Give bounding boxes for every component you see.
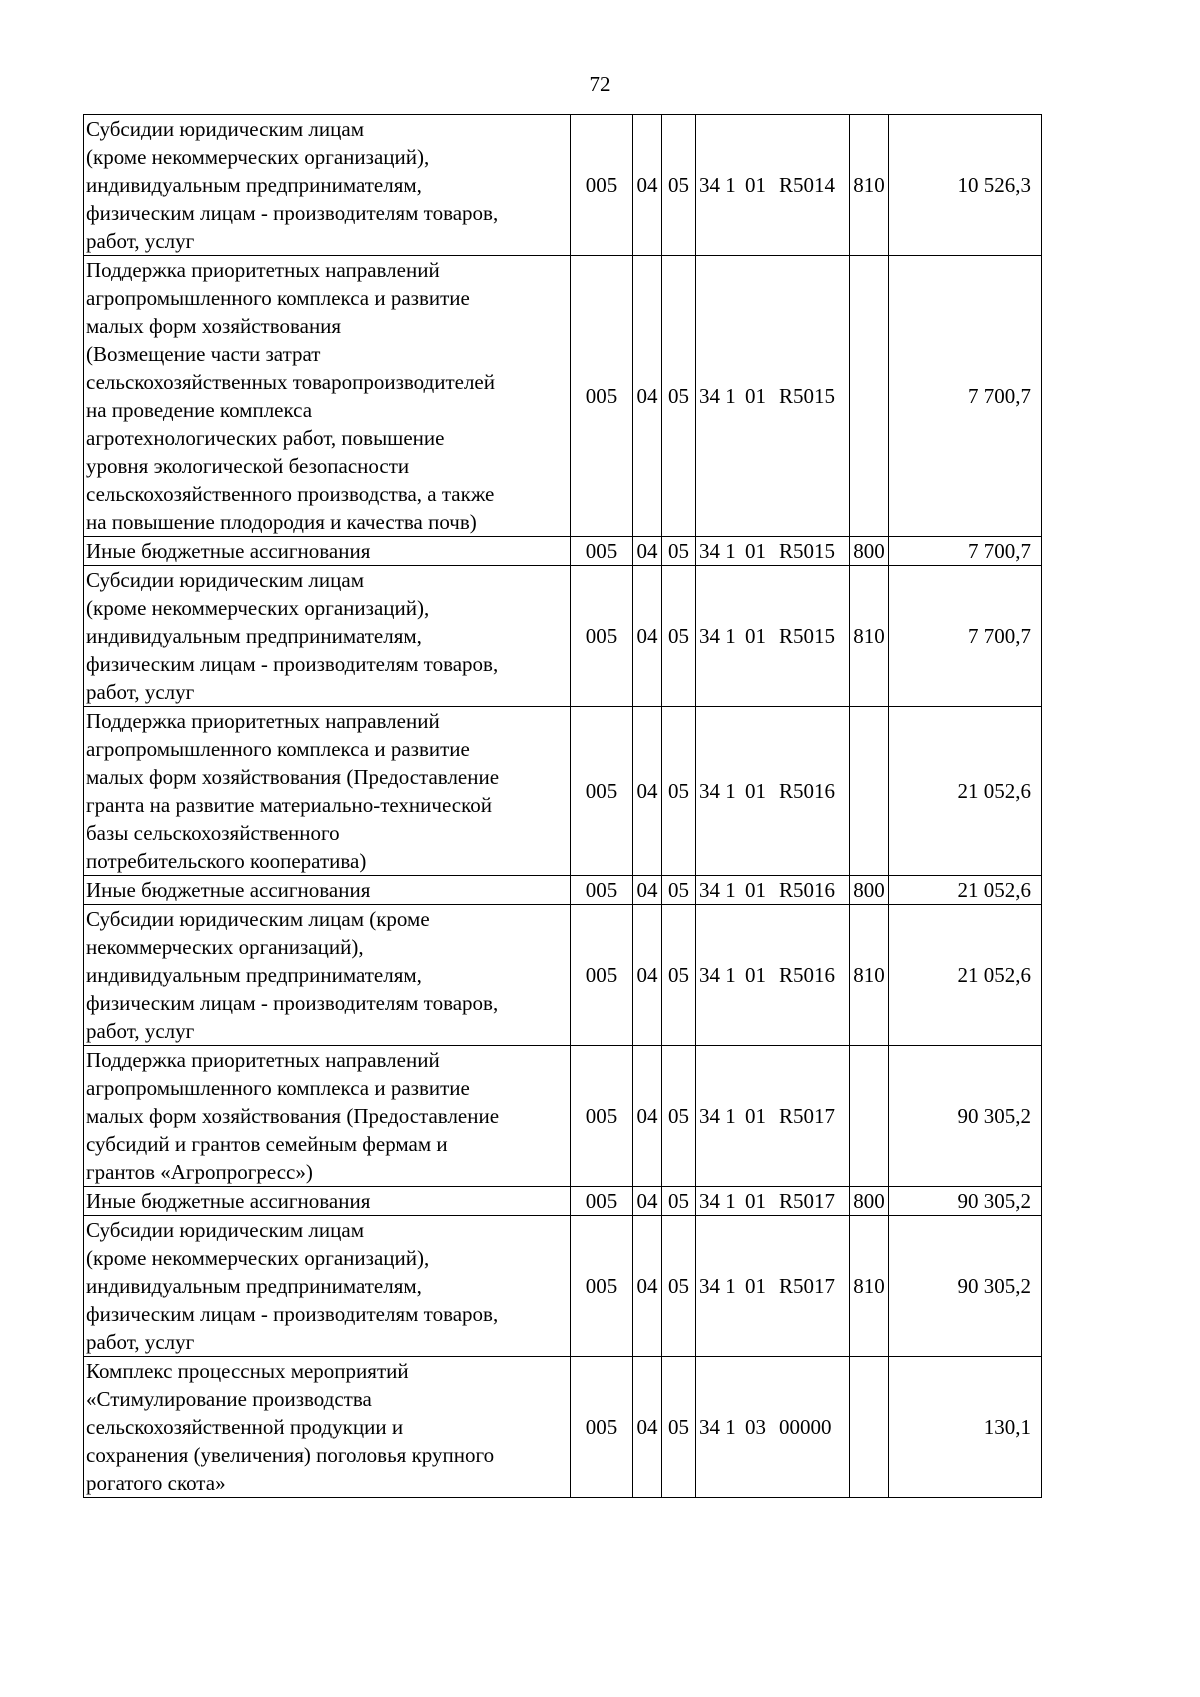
item-name: Поддержка приоритетных направлений агропромышленного комплекса и развитие малых форм хозяйствования (Возмещение части затрат сельскохозяйственных товаропроизводителей на проведение комплекса агротехнологических работ, повышение уровня экологической безопасности сельскохозяйственного производства, а также на повышение плодородия и качества почв) xyxy=(86,258,495,534)
subprogram-code: 01 xyxy=(745,963,766,987)
expense-type-code: 800 xyxy=(850,876,889,905)
item-name-cell xyxy=(84,876,571,905)
ministry-code: 005 xyxy=(571,707,633,876)
expense-type-code: 810 xyxy=(850,905,889,1046)
amount: 90 305,2 xyxy=(889,1187,1042,1216)
subprogram-code: 03 xyxy=(745,1415,766,1439)
target-article-code xyxy=(696,115,850,256)
section-code: 04 xyxy=(633,707,662,876)
item-name-cell xyxy=(84,1357,571,1498)
item-name-cell xyxy=(84,1216,571,1357)
subsection-code: 05 xyxy=(662,707,696,876)
item-name: Поддержка приоритетных направлений агропромышленного комплекса и развитие малых форм хозяйствования (Предоставление субсидий и грантов семейным фермам и грантов «Агропрогресс») xyxy=(86,1048,500,1184)
table-row xyxy=(84,1187,1042,1216)
subprogram-code: 01 xyxy=(745,1189,766,1213)
program-code: 34 1 xyxy=(699,624,736,648)
subsection-code: 05 xyxy=(662,1187,696,1216)
program-code: 34 1 xyxy=(699,1189,736,1213)
subprogram-code: 01 xyxy=(745,878,766,902)
table-row xyxy=(84,905,1042,1046)
ministry-code: 005 xyxy=(571,905,633,1046)
subsection-code: 05 xyxy=(662,537,696,566)
ministry-code: 005 xyxy=(571,1187,633,1216)
section-code: 04 xyxy=(633,1357,662,1498)
item-name: Субсидии юридическим лицам (кроме некоммерческих организаций), индивидуальным предпринимателям, физическим лицам - производителям товаров, работ, услуг xyxy=(86,907,499,1043)
target-article-code xyxy=(696,537,850,566)
subsection-code: 05 xyxy=(662,876,696,905)
expense-type-code: 810 xyxy=(850,566,889,707)
section-code: 04 xyxy=(633,1187,662,1216)
program-code: 34 1 xyxy=(699,878,736,902)
direction-code: R5015 xyxy=(779,384,836,408)
subprogram-code: 01 xyxy=(745,173,766,197)
program-code: 34 1 xyxy=(699,173,736,197)
direction-code: R5014 xyxy=(779,173,836,197)
direction-code: 00000 xyxy=(779,1415,832,1439)
amount: 21 052,6 xyxy=(889,905,1042,1046)
item-name: Иные бюджетные ассигнования xyxy=(86,1189,371,1213)
target-article-code xyxy=(696,905,850,1046)
amount: 7 700,7 xyxy=(889,256,1042,537)
table-row xyxy=(84,707,1042,876)
item-name-cell xyxy=(84,115,571,256)
target-article-code xyxy=(696,1187,850,1216)
section-code: 04 xyxy=(633,256,662,537)
subsection-code: 05 xyxy=(662,1046,696,1187)
item-name: Иные бюджетные ассигнования xyxy=(86,878,371,902)
amount: 90 305,2 xyxy=(889,1216,1042,1357)
budget-table xyxy=(83,114,1042,1498)
subsection-code: 05 xyxy=(662,115,696,256)
table-row xyxy=(84,876,1042,905)
table-row xyxy=(84,537,1042,566)
item-name-cell xyxy=(84,1187,571,1216)
program-code: 34 1 xyxy=(699,384,736,408)
direction-code: R5016 xyxy=(779,963,836,987)
item-name: Субсидии юридическим лицам (кроме некоммерческих организаций), индивидуальным предпринимателям, физическим лицам - производителям товаров, работ, услуг xyxy=(86,568,499,704)
item-name: Субсидии юридическим лицам (кроме некоммерческих организаций), индивидуальным предпринимателям, физическим лицам - производителям товаров, работ, услуг xyxy=(86,117,499,253)
expense-type-code xyxy=(850,1357,889,1498)
expense-type-code: 800 xyxy=(850,1187,889,1216)
page-number: 72 xyxy=(589,72,611,96)
expense-type-code xyxy=(850,256,889,537)
table-row xyxy=(84,1357,1042,1498)
direction-code: R5017 xyxy=(779,1104,836,1128)
table-row xyxy=(84,566,1042,707)
subprogram-code: 01 xyxy=(745,539,766,563)
expense-type-code xyxy=(850,1046,889,1187)
ministry-code: 005 xyxy=(571,876,633,905)
amount: 7 700,7 xyxy=(889,566,1042,707)
item-name-cell xyxy=(84,566,571,707)
section-code: 04 xyxy=(633,1046,662,1187)
program-code: 34 1 xyxy=(699,779,736,803)
item-name-cell xyxy=(84,256,571,537)
direction-code: R5016 xyxy=(779,878,836,902)
item-name: Комплекс процессных мероприятий «Стимулирование производства сельскохозяйственной продукции и сохранения (увеличения) поголовья крупного рогатого скота» xyxy=(86,1359,495,1495)
ministry-code: 005 xyxy=(571,1216,633,1357)
section-code: 04 xyxy=(633,1216,662,1357)
table-row xyxy=(84,1046,1042,1187)
table-row xyxy=(84,256,1042,537)
target-article-code xyxy=(696,256,850,537)
item-name-cell xyxy=(84,537,571,566)
program-code: 34 1 xyxy=(699,963,736,987)
subsection-code: 05 xyxy=(662,1357,696,1498)
item-name-cell xyxy=(84,905,571,1046)
target-article-code xyxy=(696,566,850,707)
section-code: 04 xyxy=(633,115,662,256)
expense-type-code xyxy=(850,707,889,876)
expense-type-code: 800 xyxy=(850,537,889,566)
table-row xyxy=(84,1216,1042,1357)
item-name: Иные бюджетные ассигнования xyxy=(86,539,371,563)
expense-type-code: 810 xyxy=(850,1216,889,1357)
subprogram-code: 01 xyxy=(745,384,766,408)
amount: 7 700,7 xyxy=(889,537,1042,566)
ministry-code: 005 xyxy=(571,1357,633,1498)
amount: 21 052,6 xyxy=(889,707,1042,876)
section-code: 04 xyxy=(633,566,662,707)
ministry-code: 005 xyxy=(571,537,633,566)
target-article-code xyxy=(696,876,850,905)
target-article-code xyxy=(696,1046,850,1187)
section-code: 04 xyxy=(633,876,662,905)
program-code: 34 1 xyxy=(699,1274,736,1298)
target-article-code xyxy=(696,1216,850,1357)
subsection-code: 05 xyxy=(662,1216,696,1357)
ministry-code: 005 xyxy=(571,256,633,537)
program-code: 34 1 xyxy=(699,1104,736,1128)
amount: 130,1 xyxy=(889,1357,1042,1498)
direction-code: R5017 xyxy=(779,1189,836,1213)
subprogram-code: 01 xyxy=(745,1104,766,1128)
subprogram-code: 01 xyxy=(745,779,766,803)
item-name-cell xyxy=(84,707,571,876)
item-name-cell xyxy=(84,1046,571,1187)
subsection-code: 05 xyxy=(662,905,696,1046)
direction-code: R5016 xyxy=(779,779,836,803)
target-article-code xyxy=(696,707,850,876)
subsection-code: 05 xyxy=(662,256,696,537)
item-name: Субсидии юридическим лицам (кроме некоммерческих организаций), индивидуальным предпринимателям, физическим лицам - производителям товаров, работ, услуг xyxy=(86,1218,499,1354)
expense-type-code: 810 xyxy=(850,115,889,256)
program-code: 34 1 xyxy=(699,1415,736,1439)
direction-code: R5015 xyxy=(779,624,836,648)
amount: 10 526,3 xyxy=(889,115,1042,256)
subprogram-code: 01 xyxy=(745,624,766,648)
target-article-code xyxy=(696,1357,850,1498)
section-code: 04 xyxy=(633,537,662,566)
ministry-code: 005 xyxy=(571,1046,633,1187)
amount: 90 305,2 xyxy=(889,1046,1042,1187)
table-row xyxy=(84,115,1042,256)
subprogram-code: 01 xyxy=(745,1274,766,1298)
amount: 21 052,6 xyxy=(889,876,1042,905)
ministry-code: 005 xyxy=(571,115,633,256)
direction-code: R5015 xyxy=(779,539,836,563)
program-code: 34 1 xyxy=(699,539,736,563)
item-name: Поддержка приоритетных направлений агропромышленного комплекса и развитие малых форм хозяйствования (Предоставление гранта на развитие материально-технической базы сельскохозяйственного потребительского кооператива) xyxy=(86,709,500,873)
subsection-code: 05 xyxy=(662,566,696,707)
direction-code: R5017 xyxy=(779,1274,836,1298)
section-code: 04 xyxy=(633,905,662,1046)
ministry-code: 005 xyxy=(571,566,633,707)
